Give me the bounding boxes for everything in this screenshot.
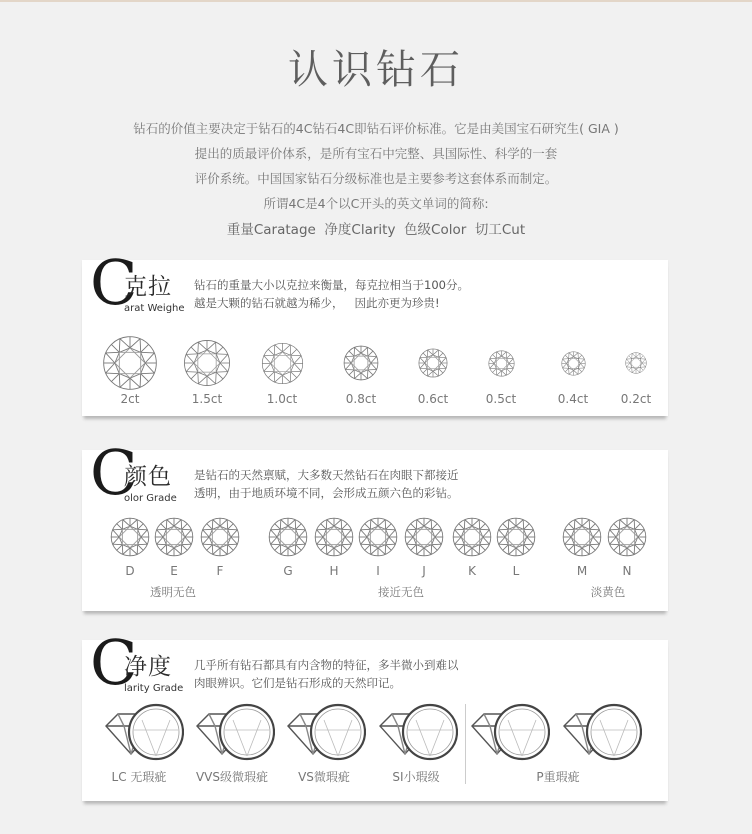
color-gem-icon xyxy=(268,517,308,561)
color-group-label: 接近无色 xyxy=(378,585,424,599)
color-grade-label: E xyxy=(170,564,178,578)
clarity-grade-label: VS微瑕疵 xyxy=(298,770,350,784)
carat-size-label: 0.4ct xyxy=(557,392,589,406)
clarity-title: 净度 xyxy=(124,654,172,680)
color-grade-label: H xyxy=(329,564,339,578)
intro-text xyxy=(0,116,752,243)
color-desc-line: 是钻石的天然禀赋，大多数天然钻石在肉眼下都接近 xyxy=(194,468,459,482)
clarity-grade-label: VVS级微瑕疵 xyxy=(195,770,269,784)
clarity-description xyxy=(194,656,459,692)
carat-gem-icon xyxy=(102,335,158,395)
color-gem-icon xyxy=(314,517,354,561)
color-gem-icon xyxy=(404,517,444,561)
color-grade-label: L xyxy=(512,564,520,578)
clarity-subtitle: larity Grade xyxy=(124,683,184,694)
intro-line: 评价系统。中国国家钻石分级标准也是主要参考这套体系而制定。 xyxy=(194,171,558,186)
carat-size-label: 0.2ct xyxy=(620,392,652,406)
clarity-divider xyxy=(465,704,466,784)
color-gem-icon xyxy=(110,517,150,561)
carat-gem-icon xyxy=(261,342,304,389)
color-grade-label: I xyxy=(376,564,380,578)
carat-desc-line: 越是大颗的钻石就越为稀少， 因此亦更为珍贵! xyxy=(194,296,440,310)
carat-desc-line: 钻石的重量大小以克拉来衡量，每克拉相当于100分。 xyxy=(194,278,469,292)
color-gem-icon xyxy=(607,517,647,561)
carat-gem-icon xyxy=(561,351,586,380)
color-gem-icon xyxy=(562,517,602,561)
color-card xyxy=(82,436,668,611)
color-gem-icon xyxy=(452,517,492,561)
color-grade-label: F xyxy=(216,564,224,578)
carat-gem-icon xyxy=(343,345,379,385)
intro-line: 钻石的价值主要决定于钻石的4C钻石4C即钻石评价标准。它是由美国宝石研究生( GIA ) xyxy=(133,121,619,136)
carat-c-letter: C xyxy=(90,246,138,319)
color-description xyxy=(194,466,459,502)
clarity-diamond-icon xyxy=(104,702,184,768)
color-title: 颜色 xyxy=(124,464,172,490)
clarity-diamond-icon xyxy=(562,702,642,768)
clarity-c-letter: C xyxy=(90,626,138,699)
color-grade-label: M xyxy=(576,564,588,578)
carat-gem-icon xyxy=(625,352,647,378)
color-gem-icon xyxy=(496,517,536,561)
clarity-grade-label: LC 无瑕疵 xyxy=(111,770,167,784)
color-grade-label: J xyxy=(422,564,426,578)
intro-line: 提出的质最评价体系，是所有宝石中完整、具国际性、科学的一套 xyxy=(194,146,558,161)
carat-gem-icon xyxy=(488,350,515,381)
carat-size-label: 0.5ct xyxy=(485,392,517,406)
clarity-diamond-icon xyxy=(286,702,366,768)
color-gem-icon xyxy=(358,517,398,561)
carat-size-label: 2ct xyxy=(120,392,140,406)
carat-description xyxy=(194,276,469,312)
color-group-label: 透明无色 xyxy=(150,585,196,599)
carat-size-label: 0.6ct xyxy=(417,392,449,406)
page-title: 认识钻石 xyxy=(288,47,464,93)
clarity-desc-line: 几乎所有钻石都具有内含物的特征，多半微小到难以 xyxy=(194,658,459,672)
carat-size-label: 1.0ct xyxy=(266,392,298,406)
color-subtitle: olor Grade xyxy=(124,493,177,504)
clarity-card xyxy=(82,626,668,801)
clarity-grade-label: P重瑕疵 xyxy=(536,770,580,784)
color-desc-line: 透明，由于地质环境不同，会形成五颜六色的彩钻。 xyxy=(194,486,459,500)
carat-title: 克拉 xyxy=(124,274,172,300)
carat-subtitle: arat Weighe xyxy=(124,303,185,314)
carat-size-label: 1.5ct xyxy=(191,392,223,406)
clarity-desc-line: 肉眼辨识。它们是钻石形成的天然印记。 xyxy=(194,676,401,690)
carat-gem-icon xyxy=(183,339,231,391)
color-gem-icon xyxy=(154,517,194,561)
carat-card xyxy=(82,246,668,416)
clarity-grade-label: SI小瑕级 xyxy=(392,770,440,784)
intro-line: 所谓4C是4个以C开头的英文单词的简称: xyxy=(263,196,489,211)
clarity-diamond-icon xyxy=(378,702,458,768)
carat-gem-icon xyxy=(418,348,448,382)
clarity-diamond-icon xyxy=(195,702,275,768)
top-accent-line xyxy=(0,0,752,2)
color-gem-icon xyxy=(200,517,240,561)
color-c-letter: C xyxy=(90,436,138,509)
color-grade-label: D xyxy=(125,564,135,578)
clarity-diamond-icon xyxy=(470,702,550,768)
color-grade-label: N xyxy=(622,564,632,578)
color-grade-label: K xyxy=(468,564,476,578)
four-c-list: 重量Caratage 净度Clarity 色级Color 切工Cut xyxy=(226,222,526,238)
color-grade-label: G xyxy=(283,564,293,578)
carat-size-label: 0.8ct xyxy=(345,392,377,406)
color-group-label: 淡黄色 xyxy=(590,585,626,599)
